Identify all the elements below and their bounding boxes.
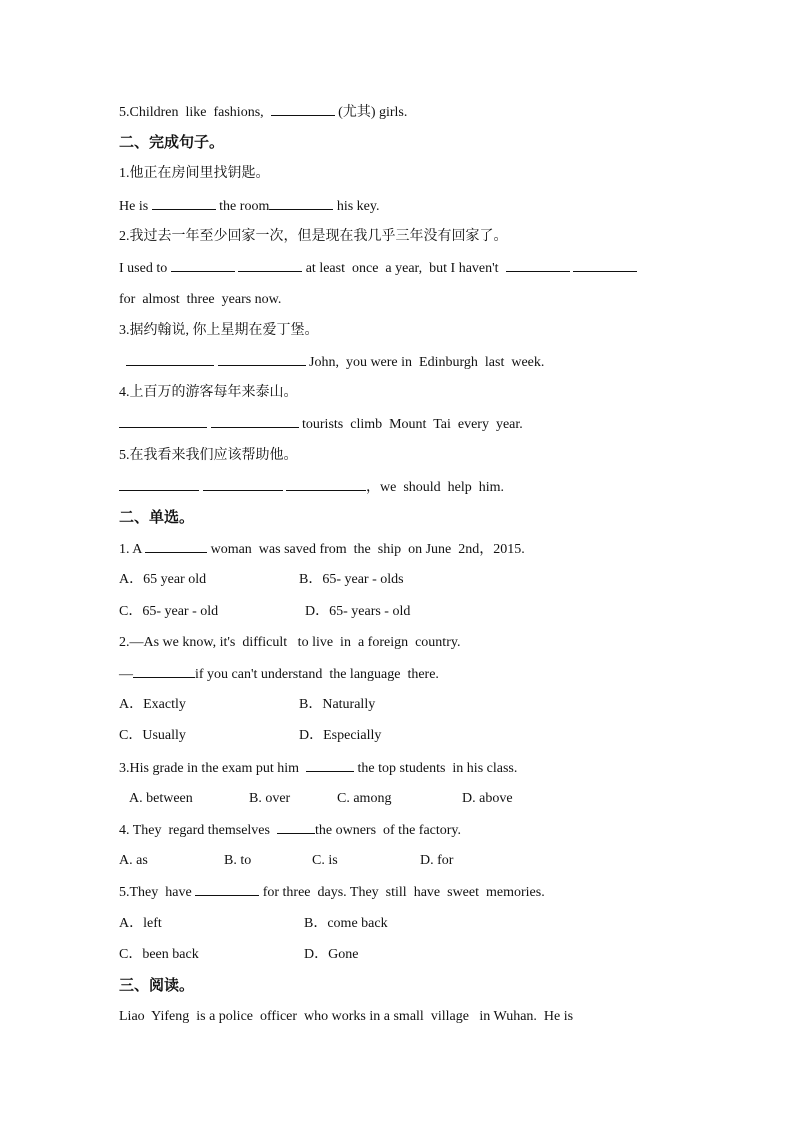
answer-blank[interactable]: [277, 821, 315, 834]
option-d[interactable]: D．65- years - old: [305, 604, 411, 619]
option-b[interactable]: B．Naturally: [299, 697, 376, 712]
option-c[interactable]: C. among: [337, 791, 392, 806]
sentence-2-chinese: 2.我过去一年至少回家一次，但是现在我几乎三年没有回家了。: [119, 229, 508, 244]
answer-blank[interactable]: [152, 197, 216, 210]
answer-blank[interactable]: [119, 478, 199, 491]
answer-blank[interactable]: [306, 759, 354, 772]
option-a[interactable]: A. as: [119, 853, 148, 868]
sentence-2-english: I used to at least once a year, but I haven't: [119, 259, 637, 278]
mc-question-4: 4. They regard themselves the owners of the factory.: [119, 823, 462, 838]
sentence-3-chinese: 3.据约翰说, 你上星期在爱丁堡。: [119, 323, 319, 338]
option-b[interactable]: B. over: [249, 791, 291, 806]
mc-question-3-options: [129, 790, 513, 808]
option-a[interactable]: A．65 year old: [119, 572, 207, 587]
answer-blank[interactable]: [195, 883, 259, 896]
option-a[interactable]: A．Exactly: [119, 697, 186, 712]
reading-passage-line: Liao Yifeng is a police officer who works in a small village in Wuhan. He is: [119, 1009, 574, 1024]
mc-question-1-options-ab: [119, 571, 404, 589]
mc-question-2-options-cd: [119, 727, 381, 745]
sentence-2-english-cont: for almost three years now.: [119, 292, 282, 307]
option-a[interactable]: A．left: [119, 916, 162, 931]
answer-blank[interactable]: [271, 103, 335, 116]
answer-blank[interactable]: [238, 259, 302, 272]
option-d[interactable]: D．Gone: [304, 947, 359, 962]
section-heading-complete-sentences: 二、完成句子。: [119, 135, 225, 151]
option-c[interactable]: C．Usually: [119, 728, 186, 743]
answer-blank[interactable]: [573, 259, 637, 272]
option-b[interactable]: B. to: [224, 853, 252, 868]
mc-question-1-options-cd: [119, 603, 410, 621]
answer-blank[interactable]: [286, 478, 366, 491]
sentence-4-english: tourists climb Mount Tai every year.: [119, 415, 523, 434]
answer-blank[interactable]: [119, 415, 207, 428]
answer-blank[interactable]: [133, 665, 195, 678]
answer-blank[interactable]: [211, 415, 299, 428]
mc-question-5-options-ab: [119, 915, 388, 933]
option-d[interactable]: D．Especially: [299, 728, 382, 743]
option-a[interactable]: A. between: [129, 791, 193, 806]
mc-question-2: 2.—As we know, it's difficult to live in a foreign country.: [119, 635, 461, 650]
option-b[interactable]: B．65- year - olds: [299, 572, 404, 587]
mc-question-2-reply: — if you can't understand the language there.: [119, 667, 439, 682]
sentence-1-english: He is the room his key.: [119, 199, 380, 214]
mc-question-3: 3.His grade in the exam put him the top students in his class.: [119, 761, 518, 776]
option-c[interactable]: C. is: [312, 853, 338, 868]
option-d[interactable]: D. above: [462, 791, 513, 806]
answer-blank[interactable]: [145, 540, 207, 553]
option-c[interactable]: C．been back: [119, 947, 199, 962]
mc-question-4-options: [119, 852, 453, 870]
sentence-4-chinese: 4.上百万的游客每年来泰山。: [119, 385, 298, 400]
section-heading-multiple-choice: 二、单选。: [119, 510, 195, 526]
answer-blank[interactable]: [126, 353, 214, 366]
mc-question-5: 5.They have for three days. They still have sweet memories.: [119, 885, 545, 900]
sentence-5-english: ，we should help him.: [119, 478, 504, 497]
section-heading-reading: 三、阅读。: [119, 978, 195, 994]
answer-blank[interactable]: [171, 259, 235, 272]
answer-blank[interactable]: [218, 353, 306, 366]
mc-question-2-options-ab: [119, 696, 375, 714]
option-b[interactable]: B．come back: [304, 916, 388, 931]
mc-question-1: 1. A woman was saved from the ship on June 2nd，2015.: [119, 542, 525, 557]
sentence-5-chinese: 5.在我看来我们应该帮助他。: [119, 448, 298, 463]
answer-blank[interactable]: [203, 478, 283, 491]
sentence-3-english: John, you were in Edinburgh last week.: [119, 353, 544, 372]
answer-blank[interactable]: [269, 197, 333, 210]
option-c[interactable]: C．65- year - old: [119, 604, 219, 619]
option-d[interactable]: D. for: [420, 853, 454, 868]
sentence-1-chinese: 1.他正在房间里找钥匙。: [119, 166, 270, 181]
carryover-question-5: 5.Children like fashions, (尤其) girls.: [119, 105, 408, 120]
answer-blank[interactable]: [506, 259, 570, 272]
mc-question-5-options-cd: [119, 946, 358, 964]
